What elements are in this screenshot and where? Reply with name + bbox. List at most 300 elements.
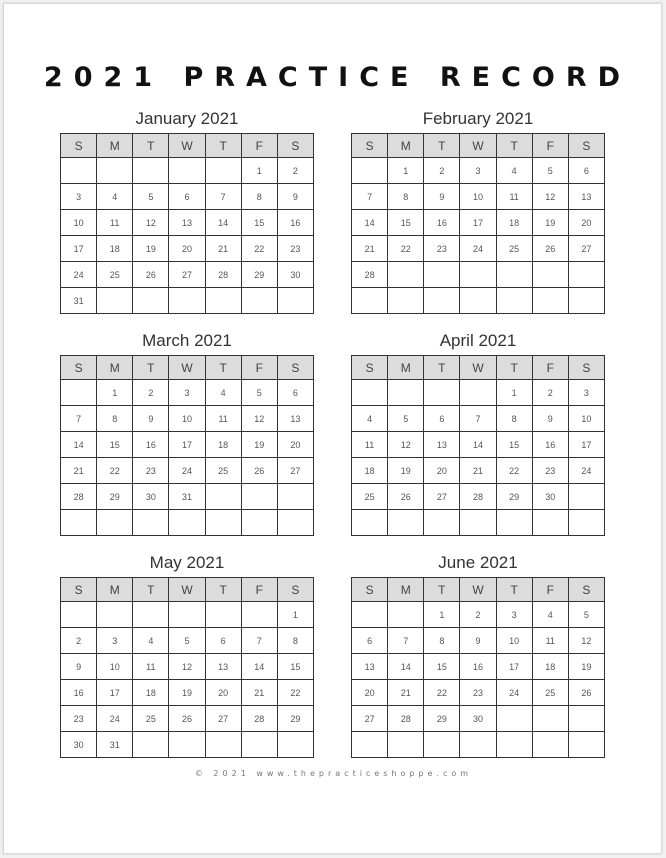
day-cell: 26 (568, 680, 604, 706)
weekday-header: S (61, 134, 97, 158)
day-cell (388, 602, 424, 628)
day-cell (169, 602, 205, 628)
day-cell: 19 (169, 680, 205, 706)
day-cell: 15 (424, 654, 460, 680)
week-row (352, 288, 605, 314)
day-cell: 2 (424, 158, 460, 184)
day-cell: 27 (568, 236, 604, 262)
day-cell: 14 (352, 210, 388, 236)
day-cell (388, 288, 424, 314)
day-cell (133, 510, 169, 536)
day-cell (424, 262, 460, 288)
day-cell: 17 (61, 236, 97, 262)
week-row (61, 706, 314, 732)
day-cell (352, 510, 388, 536)
weekday-header: S (352, 578, 388, 602)
day-cell (532, 706, 568, 732)
day-cell (133, 158, 169, 184)
day-cell (169, 288, 205, 314)
weekday-header: M (388, 356, 424, 380)
weekday-header: S (61, 578, 97, 602)
weekday-header: T (133, 134, 169, 158)
calendar-grid (351, 355, 605, 536)
day-cell: 13 (205, 654, 241, 680)
day-cell: 29 (97, 484, 133, 510)
weekday-header: F (532, 356, 568, 380)
week-row (61, 654, 314, 680)
day-cell: 6 (424, 406, 460, 432)
weekday-header: M (388, 578, 424, 602)
weekday-header: W (460, 578, 496, 602)
day-cell: 21 (61, 458, 97, 484)
day-cell: 4 (205, 380, 241, 406)
day-cell (568, 262, 604, 288)
day-cell (241, 510, 277, 536)
day-cell: 5 (169, 628, 205, 654)
day-cell: 24 (169, 458, 205, 484)
day-cell (496, 510, 532, 536)
calendar-grid (60, 577, 314, 758)
day-cell (568, 510, 604, 536)
day-cell: 30 (532, 484, 568, 510)
day-cell (61, 602, 97, 628)
day-cell (205, 158, 241, 184)
weekday-header: S (277, 578, 313, 602)
weekday-header: F (241, 356, 277, 380)
day-cell: 17 (97, 680, 133, 706)
weekday-header: S (568, 134, 604, 158)
weekday-header: F (241, 578, 277, 602)
day-cell: 28 (388, 706, 424, 732)
day-cell: 28 (61, 484, 97, 510)
weekday-header: S (352, 356, 388, 380)
day-cell: 22 (241, 236, 277, 262)
day-cell: 18 (205, 432, 241, 458)
weekday-header: T (496, 578, 532, 602)
day-cell (241, 484, 277, 510)
day-cell: 7 (460, 406, 496, 432)
weekday-header: T (424, 578, 460, 602)
day-cell: 9 (61, 654, 97, 680)
day-cell: 29 (241, 262, 277, 288)
week-row (61, 288, 314, 314)
day-cell: 7 (61, 406, 97, 432)
day-cell: 3 (169, 380, 205, 406)
day-cell: 27 (205, 706, 241, 732)
week-row (61, 732, 314, 758)
weekday-header: S (277, 134, 313, 158)
day-cell (532, 732, 568, 758)
day-cell: 13 (568, 184, 604, 210)
day-cell (169, 510, 205, 536)
day-cell: 12 (169, 654, 205, 680)
day-cell: 20 (169, 236, 205, 262)
weekday-header-row (61, 134, 314, 158)
day-cell (277, 732, 313, 758)
day-cell (61, 380, 97, 406)
week-row (352, 484, 605, 510)
day-cell: 18 (496, 210, 532, 236)
calendar-grid (60, 355, 314, 536)
day-cell (205, 288, 241, 314)
weekday-header-row (61, 356, 314, 380)
day-cell: 25 (97, 262, 133, 288)
day-cell: 12 (568, 628, 604, 654)
weekday-header: T (496, 356, 532, 380)
day-cell: 26 (241, 458, 277, 484)
day-cell: 10 (568, 406, 604, 432)
calendar-grid (351, 577, 605, 758)
day-cell: 3 (568, 380, 604, 406)
day-cell: 3 (460, 158, 496, 184)
weekday-header: W (460, 134, 496, 158)
day-cell: 18 (532, 654, 568, 680)
day-cell (352, 288, 388, 314)
weekday-header: T (133, 578, 169, 602)
day-cell: 9 (532, 406, 568, 432)
week-row (61, 484, 314, 510)
day-cell (568, 484, 604, 510)
day-cell: 16 (532, 432, 568, 458)
day-cell: 30 (61, 732, 97, 758)
day-cell: 27 (352, 706, 388, 732)
day-cell: 1 (496, 380, 532, 406)
day-cell: 20 (568, 210, 604, 236)
day-cell: 16 (460, 654, 496, 680)
day-cell: 1 (388, 158, 424, 184)
week-row (61, 262, 314, 288)
day-cell: 31 (169, 484, 205, 510)
day-cell: 12 (133, 210, 169, 236)
day-cell: 14 (61, 432, 97, 458)
day-cell: 2 (277, 158, 313, 184)
day-cell (133, 732, 169, 758)
day-cell: 23 (277, 236, 313, 262)
day-cell: 5 (133, 184, 169, 210)
day-cell: 10 (169, 406, 205, 432)
day-cell: 15 (277, 654, 313, 680)
weekday-header: S (61, 356, 97, 380)
practice-record-sheet (3, 3, 662, 854)
day-cell (496, 262, 532, 288)
week-row (352, 680, 605, 706)
day-cell: 14 (241, 654, 277, 680)
day-cell: 19 (532, 210, 568, 236)
calendar-grid (351, 133, 605, 314)
weekday-header: T (133, 356, 169, 380)
day-cell: 31 (97, 732, 133, 758)
day-cell: 1 (241, 158, 277, 184)
day-cell (352, 602, 388, 628)
month-calendar-march (60, 329, 314, 536)
day-cell: 23 (460, 680, 496, 706)
week-row (61, 158, 314, 184)
day-cell: 5 (532, 158, 568, 184)
day-cell: 10 (496, 628, 532, 654)
day-cell (568, 706, 604, 732)
page-title: 2021 PRACTICE RECORD (43, 62, 632, 93)
day-cell (169, 158, 205, 184)
day-cell: 21 (241, 680, 277, 706)
day-cell: 19 (388, 458, 424, 484)
day-cell: 17 (460, 210, 496, 236)
month-title: March 2021 (142, 331, 232, 350)
day-cell: 4 (496, 158, 532, 184)
day-cell (460, 380, 496, 406)
day-cell: 6 (352, 628, 388, 654)
weekday-header: T (496, 134, 532, 158)
day-cell: 16 (277, 210, 313, 236)
day-cell: 29 (424, 706, 460, 732)
day-cell: 23 (61, 706, 97, 732)
day-cell: 7 (241, 628, 277, 654)
day-cell: 20 (205, 680, 241, 706)
week-row (352, 406, 605, 432)
day-cell: 25 (352, 484, 388, 510)
month-calendar-february (351, 107, 605, 314)
day-cell: 12 (388, 432, 424, 458)
day-cell: 28 (241, 706, 277, 732)
weekday-header: F (241, 134, 277, 158)
day-cell: 11 (352, 432, 388, 458)
week-row (61, 406, 314, 432)
weekday-header: M (388, 134, 424, 158)
week-row (352, 510, 605, 536)
day-cell (388, 510, 424, 536)
weekday-header-row (61, 578, 314, 602)
weekday-header: T (424, 356, 460, 380)
day-cell: 24 (568, 458, 604, 484)
day-cell: 20 (277, 432, 313, 458)
day-cell: 25 (133, 706, 169, 732)
week-row (352, 210, 605, 236)
day-cell: 4 (532, 602, 568, 628)
day-cell: 6 (277, 380, 313, 406)
day-cell: 16 (133, 432, 169, 458)
weekday-header: T (205, 134, 241, 158)
month-title: May 2021 (149, 553, 225, 572)
day-cell: 15 (241, 210, 277, 236)
day-cell (388, 380, 424, 406)
day-cell (496, 732, 532, 758)
week-row (352, 602, 605, 628)
day-cell: 4 (97, 184, 133, 210)
day-cell (460, 510, 496, 536)
day-cell: 22 (424, 680, 460, 706)
day-cell: 30 (277, 262, 313, 288)
day-cell (97, 510, 133, 536)
day-cell: 16 (61, 680, 97, 706)
day-cell: 10 (61, 210, 97, 236)
day-cell: 21 (388, 680, 424, 706)
day-cell: 27 (277, 458, 313, 484)
weekday-header: W (169, 134, 205, 158)
day-cell: 7 (205, 184, 241, 210)
day-cell: 14 (460, 432, 496, 458)
day-cell: 12 (241, 406, 277, 432)
day-cell: 23 (424, 236, 460, 262)
day-cell: 9 (133, 406, 169, 432)
day-cell: 6 (205, 628, 241, 654)
day-cell: 23 (133, 458, 169, 484)
weekday-header: M (97, 134, 133, 158)
day-cell: 1 (97, 380, 133, 406)
day-cell: 25 (205, 458, 241, 484)
day-cell (133, 602, 169, 628)
day-cell: 5 (568, 602, 604, 628)
day-cell: 2 (460, 602, 496, 628)
week-row (352, 184, 605, 210)
weekday-header: M (97, 578, 133, 602)
day-cell: 16 (424, 210, 460, 236)
day-cell: 27 (424, 484, 460, 510)
day-cell (97, 602, 133, 628)
day-cell: 24 (61, 262, 97, 288)
day-cell (424, 510, 460, 536)
month-title: April 2021 (439, 331, 517, 350)
day-cell (532, 288, 568, 314)
day-cell: 31 (61, 288, 97, 314)
day-cell: 10 (97, 654, 133, 680)
weekday-header: T (424, 134, 460, 158)
day-cell (568, 732, 604, 758)
weekday-header: S (568, 578, 604, 602)
day-cell: 29 (496, 484, 532, 510)
day-cell: 26 (532, 236, 568, 262)
day-cell: 15 (388, 210, 424, 236)
day-cell (241, 602, 277, 628)
day-cell: 23 (532, 458, 568, 484)
day-cell: 25 (532, 680, 568, 706)
day-cell (352, 158, 388, 184)
day-cell: 11 (205, 406, 241, 432)
week-row (61, 210, 314, 236)
week-row (352, 380, 605, 406)
day-cell: 4 (352, 406, 388, 432)
day-cell: 24 (460, 236, 496, 262)
day-cell: 2 (61, 628, 97, 654)
month-title: January 2021 (135, 109, 239, 128)
week-row (61, 184, 314, 210)
week-row (61, 510, 314, 536)
day-cell (97, 288, 133, 314)
day-cell: 5 (388, 406, 424, 432)
week-row (352, 732, 605, 758)
calendar-grid (60, 133, 314, 314)
day-cell: 19 (133, 236, 169, 262)
day-cell: 13 (277, 406, 313, 432)
day-cell (205, 602, 241, 628)
day-cell (241, 732, 277, 758)
footer-copyright: © 2021 www.thepracticeshoppe.com (194, 769, 473, 778)
week-row (352, 628, 605, 654)
week-row (61, 458, 314, 484)
day-cell: 21 (205, 236, 241, 262)
weekday-header: W (169, 578, 205, 602)
week-row (61, 680, 314, 706)
day-cell: 29 (277, 706, 313, 732)
day-cell: 8 (277, 628, 313, 654)
weekday-header: W (460, 356, 496, 380)
weekday-header-row (352, 134, 605, 158)
day-cell: 17 (169, 432, 205, 458)
day-cell: 24 (496, 680, 532, 706)
day-cell: 13 (424, 432, 460, 458)
week-row (61, 380, 314, 406)
week-row (352, 432, 605, 458)
day-cell: 26 (133, 262, 169, 288)
weekday-header: T (205, 356, 241, 380)
day-cell: 3 (97, 628, 133, 654)
day-cell (424, 732, 460, 758)
month-calendar-may (60, 551, 314, 758)
day-cell (460, 288, 496, 314)
day-cell: 12 (532, 184, 568, 210)
month-calendar-april (351, 329, 605, 536)
day-cell: 19 (568, 654, 604, 680)
day-cell (496, 706, 532, 732)
day-cell (169, 732, 205, 758)
week-row (352, 262, 605, 288)
day-cell: 8 (241, 184, 277, 210)
day-cell: 2 (133, 380, 169, 406)
day-cell: 22 (97, 458, 133, 484)
weekday-header: T (205, 578, 241, 602)
day-cell: 26 (169, 706, 205, 732)
weekday-header: S (352, 134, 388, 158)
day-cell: 4 (133, 628, 169, 654)
day-cell: 13 (352, 654, 388, 680)
weekday-header-row (352, 356, 605, 380)
day-cell: 8 (388, 184, 424, 210)
day-cell: 8 (424, 628, 460, 654)
weekday-header: F (532, 578, 568, 602)
day-cell (532, 262, 568, 288)
day-cell (460, 262, 496, 288)
day-cell: 21 (460, 458, 496, 484)
day-cell: 18 (133, 680, 169, 706)
day-cell: 9 (277, 184, 313, 210)
day-cell (205, 510, 241, 536)
month-calendar-january (60, 107, 314, 314)
day-cell: 17 (568, 432, 604, 458)
day-cell: 7 (352, 184, 388, 210)
weekday-header: S (277, 356, 313, 380)
day-cell: 28 (352, 262, 388, 288)
day-cell: 18 (97, 236, 133, 262)
day-cell (97, 158, 133, 184)
month-title: February 2021 (422, 109, 534, 128)
day-cell: 22 (277, 680, 313, 706)
day-cell: 6 (169, 184, 205, 210)
day-cell: 3 (61, 184, 97, 210)
day-cell: 8 (496, 406, 532, 432)
day-cell: 22 (496, 458, 532, 484)
day-cell (241, 288, 277, 314)
day-cell (460, 732, 496, 758)
day-cell: 14 (205, 210, 241, 236)
week-row (352, 458, 605, 484)
weekday-header: F (532, 134, 568, 158)
weekday-header-row (352, 578, 605, 602)
day-cell: 20 (352, 680, 388, 706)
day-cell: 13 (169, 210, 205, 236)
week-row (61, 602, 314, 628)
week-row (352, 654, 605, 680)
day-cell (388, 262, 424, 288)
week-row (352, 158, 605, 184)
day-cell: 20 (424, 458, 460, 484)
